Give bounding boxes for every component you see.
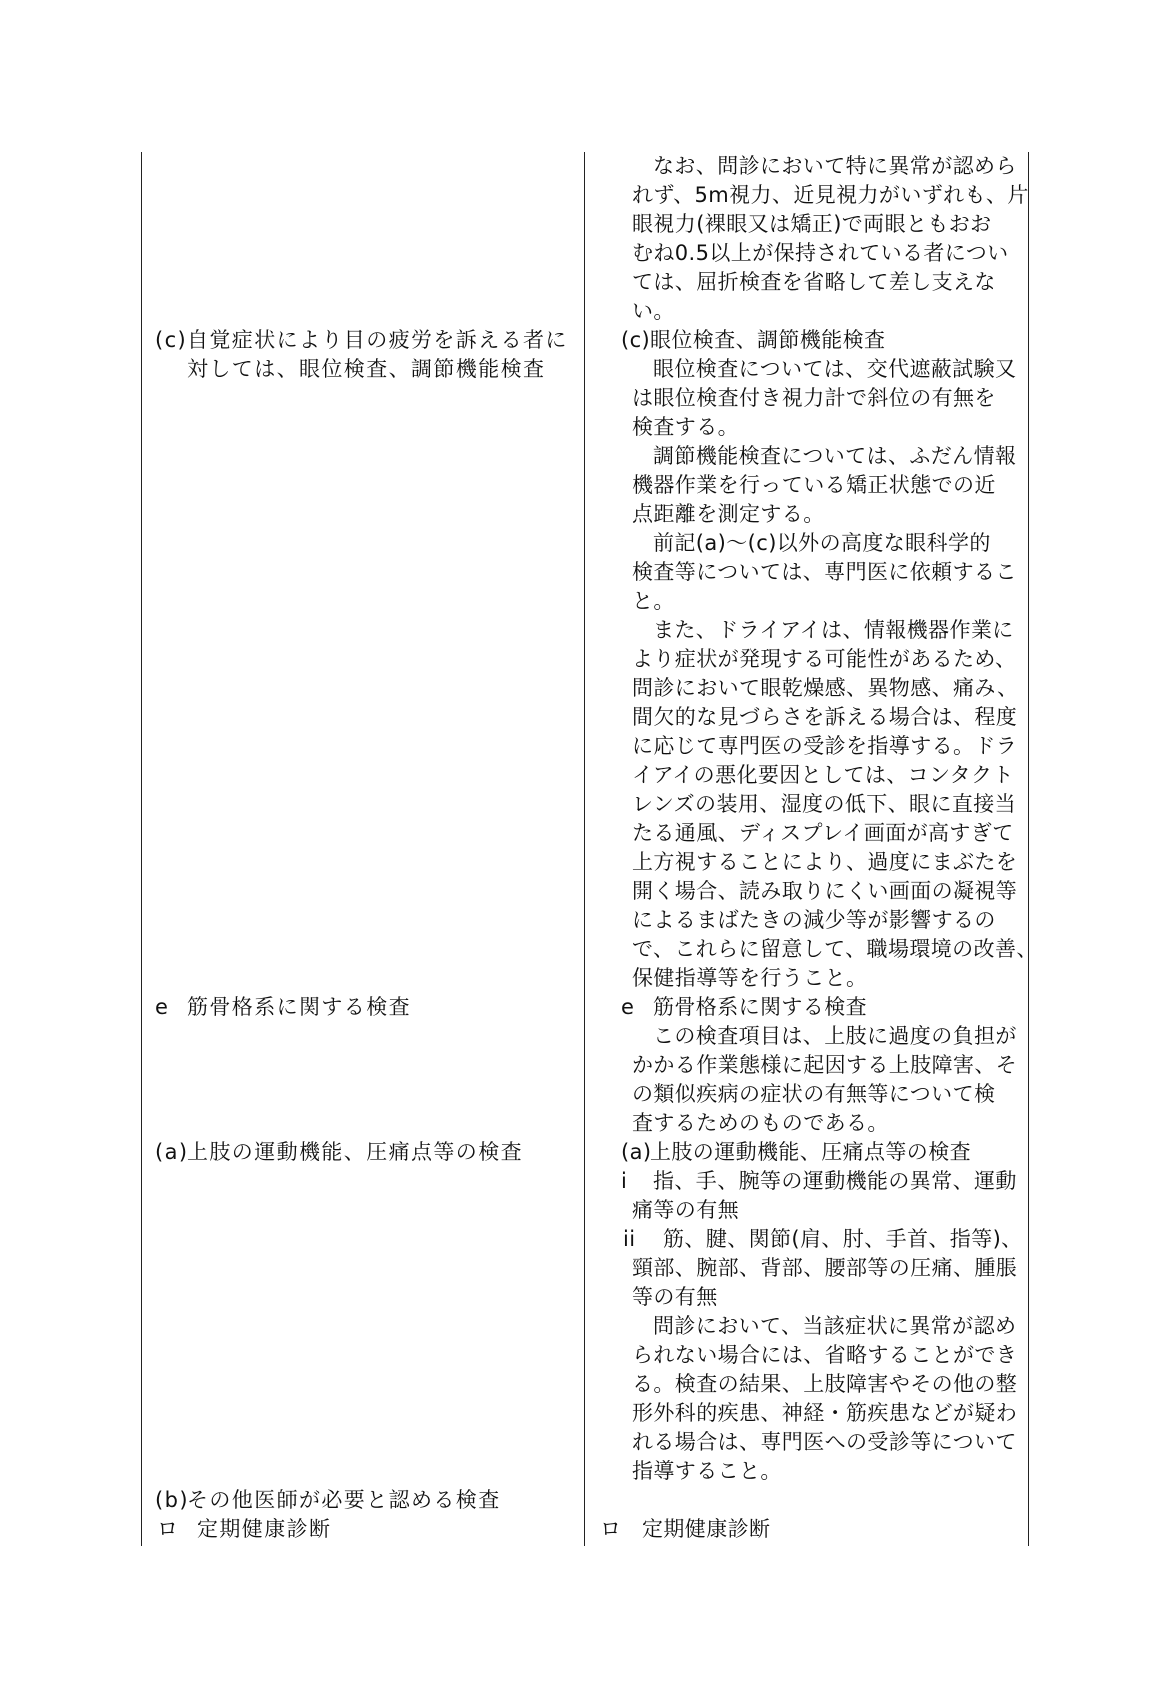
right-column-line bbox=[584, 210, 1028, 239]
item-label: ロ bbox=[600, 1517, 622, 1541]
right-column-line bbox=[584, 558, 1028, 587]
item-text: その他医師が必要と認める検査 bbox=[187, 1488, 501, 1512]
line-text: たる通風、ディスプレイ画面が高すぎて bbox=[632, 821, 1014, 845]
line-text: 検査等については、専門医に依頼するこ bbox=[632, 560, 1017, 584]
item-label: ロ bbox=[157, 1517, 180, 1541]
line-text: 査するためのものである。 bbox=[632, 1111, 889, 1135]
right-column-line bbox=[584, 384, 1028, 413]
right-column-line bbox=[584, 268, 1028, 297]
item-text: 上肢の運動機能、圧痛点等の検査 bbox=[650, 1140, 971, 1164]
line-text: この検査項目は、上肢に過度の負担が bbox=[653, 1024, 1017, 1048]
item-text: 筋、腱、関節(肩、肘、手首、指等)、 bbox=[663, 1227, 1023, 1251]
right-column-line bbox=[584, 1428, 1028, 1457]
right-column-line bbox=[584, 761, 1028, 790]
line-text: 検査する。 bbox=[632, 415, 739, 439]
line-text: られない場合には、省略することができ bbox=[632, 1343, 1018, 1367]
line-text: より症状が発現する可能性があるため、 bbox=[632, 647, 1017, 671]
line-text: なお、問診において特に異常が認めら bbox=[653, 154, 1017, 178]
line-text: 等の有無 bbox=[632, 1285, 718, 1309]
right-column-line bbox=[584, 152, 1028, 181]
line-text: また、ドライアイは、情報機器作業に bbox=[653, 618, 1014, 642]
line-text: むね0.5以上が保持されている者につい bbox=[632, 241, 1009, 265]
line-text: 指導すること。 bbox=[632, 1459, 782, 1483]
item-text: 上肢の運動機能、圧痛点等の検査 bbox=[187, 1140, 523, 1164]
right-column-line bbox=[584, 1109, 1028, 1138]
right-column-line bbox=[584, 355, 1028, 384]
item-label: (c) bbox=[155, 328, 188, 352]
right-column-line bbox=[584, 906, 1028, 935]
left-column-line bbox=[141, 993, 584, 1022]
right-column-line bbox=[584, 993, 1028, 1022]
right-column-line bbox=[584, 326, 1028, 355]
item-text: 定期健康診断 bbox=[642, 1517, 771, 1541]
right-column-line bbox=[584, 1312, 1028, 1341]
left-column-line bbox=[141, 326, 584, 355]
item-label: (c) bbox=[621, 328, 651, 352]
line-text: 点距離を測定する。 bbox=[632, 502, 825, 526]
line-text: れず、5m視力、近見視力がいずれも、片 bbox=[632, 183, 1029, 207]
right-column-line bbox=[584, 1225, 1028, 1254]
right-column-line bbox=[584, 1051, 1028, 1080]
line-text: 機器作業を行っている矯正状態での近 bbox=[632, 473, 996, 497]
item-text: 眼位検査、調節機能検査 bbox=[650, 328, 886, 352]
left-column-line bbox=[141, 355, 584, 384]
right-column-line bbox=[584, 1370, 1028, 1399]
right-column-line bbox=[584, 239, 1028, 268]
line-text: 保健指導等を行うこと。 bbox=[632, 966, 868, 990]
line-text: で、これらに留意して、職場環境の改善、 bbox=[632, 937, 1038, 961]
item-label: i bbox=[621, 1169, 628, 1193]
right-column-line bbox=[584, 1138, 1028, 1167]
line-text: 問診において、当該症状に異常が認め bbox=[653, 1314, 1017, 1338]
right-column-line bbox=[584, 413, 1028, 442]
line-text: 前記(a)～(c)以外の高度な眼科学的 bbox=[653, 531, 991, 555]
right-column-line bbox=[584, 500, 1028, 529]
line-text: 問診において眼乾燥感、異物感、痛み、 bbox=[632, 676, 1019, 700]
line-text: と。 bbox=[632, 589, 675, 613]
right-column-line bbox=[584, 587, 1028, 616]
item-text: 定期健康診断 bbox=[197, 1517, 332, 1541]
right-column-line bbox=[584, 529, 1028, 558]
right-column-line bbox=[584, 1167, 1028, 1196]
left-column-line bbox=[141, 1515, 584, 1544]
item-label: e bbox=[155, 995, 170, 1019]
right-column-line bbox=[584, 790, 1028, 819]
line-text: る。検査の結果、上肢障害やその他の整 bbox=[632, 1372, 1018, 1396]
line-text: 開く場合、読み取りにくい画面の凝視等 bbox=[632, 879, 1018, 903]
right-column-line bbox=[584, 1080, 1028, 1109]
line-text: イアイの悪化要因としては、コンタクト bbox=[632, 763, 1014, 787]
right-column-line bbox=[584, 181, 1028, 210]
line-text: によるまばたきの減少等が影響するの bbox=[632, 908, 996, 932]
right-column-line bbox=[584, 442, 1028, 471]
right-column-line bbox=[584, 297, 1028, 326]
right-column-line bbox=[584, 1399, 1028, 1428]
right-column-line bbox=[584, 819, 1028, 848]
item-label: e bbox=[621, 995, 635, 1019]
right-column-line bbox=[584, 1341, 1028, 1370]
item-text: 指、手、腕等の運動機能の異常、運動 bbox=[653, 1169, 1017, 1193]
line-text: かかる作業態様に起因する上肢障害、そ bbox=[632, 1053, 1018, 1077]
right-column-line bbox=[584, 645, 1028, 674]
item-label: (a) bbox=[155, 1140, 189, 1164]
line-text: れる場合は、専門医への受診等について bbox=[632, 1430, 1017, 1454]
left-column-line bbox=[141, 1486, 584, 1515]
item-label: (b) bbox=[155, 1488, 189, 1512]
line-text: は眼位検査付き視力計で斜位の有無を bbox=[632, 386, 996, 410]
line-text: に応じて専門医の受診を指導する。ドラ bbox=[632, 734, 1018, 758]
left-column bbox=[141, 0, 584, 1694]
line-text: 形外科的疾患、神経・筋疾患などが疑わ bbox=[632, 1401, 1018, 1425]
right-column-line bbox=[584, 1457, 1028, 1486]
right-column-line bbox=[584, 1515, 1028, 1544]
right-column-line bbox=[584, 674, 1028, 703]
table-border-right bbox=[1028, 152, 1029, 1546]
line-text: 眼視力(裸眼又は矯正)で両眼ともおお bbox=[632, 212, 992, 236]
right-column-line bbox=[584, 877, 1028, 906]
right-column-line bbox=[584, 1283, 1028, 1312]
line-text: の類似疾病の症状の有無等について検 bbox=[632, 1082, 996, 1106]
right-column-line bbox=[584, 616, 1028, 645]
right-column-line bbox=[584, 471, 1028, 500]
line-text: 眼位検査については、交代遮蔽試験又 bbox=[653, 357, 1017, 381]
line-text: ては、屈折検査を省略して差し支えな bbox=[632, 270, 996, 294]
right-column-line bbox=[584, 964, 1028, 993]
right-column bbox=[584, 0, 1038, 1694]
item-text: 筋骨格系に関する検査 bbox=[187, 995, 411, 1019]
line-text: 頸部、腕部、背部、腰部等の圧痛、腫脹 bbox=[632, 1256, 1018, 1280]
right-column-line bbox=[584, 1022, 1028, 1051]
line-text: い。 bbox=[632, 299, 675, 323]
right-column-line bbox=[584, 1196, 1028, 1225]
right-column-line bbox=[584, 732, 1028, 761]
right-column-line bbox=[584, 1254, 1028, 1283]
line-text: 調節機能検査については、ふだん情報 bbox=[653, 444, 1017, 468]
line-text: 上方視することにより、過度にまぶたを bbox=[632, 850, 1018, 874]
item-text: 筋骨格系に関する検査 bbox=[653, 995, 867, 1019]
item-label: (a) bbox=[621, 1140, 652, 1164]
item-text: 自覚症状により目の疲労を訴える者に bbox=[187, 328, 568, 352]
item-label: ii bbox=[623, 1227, 636, 1251]
line-text: 対しては、眼位検査、調節機能検査 bbox=[187, 357, 546, 381]
right-column-line bbox=[584, 703, 1028, 732]
line-text: 痛等の有無 bbox=[632, 1198, 739, 1222]
line-text: レンズの装用、湿度の低下、眼に直接当 bbox=[632, 792, 1017, 816]
right-column-line bbox=[584, 848, 1028, 877]
right-column-line bbox=[584, 935, 1038, 964]
left-column-line bbox=[141, 1138, 584, 1167]
line-text: 間欠的な見づらさを訴える場合は、程度 bbox=[632, 705, 1018, 729]
